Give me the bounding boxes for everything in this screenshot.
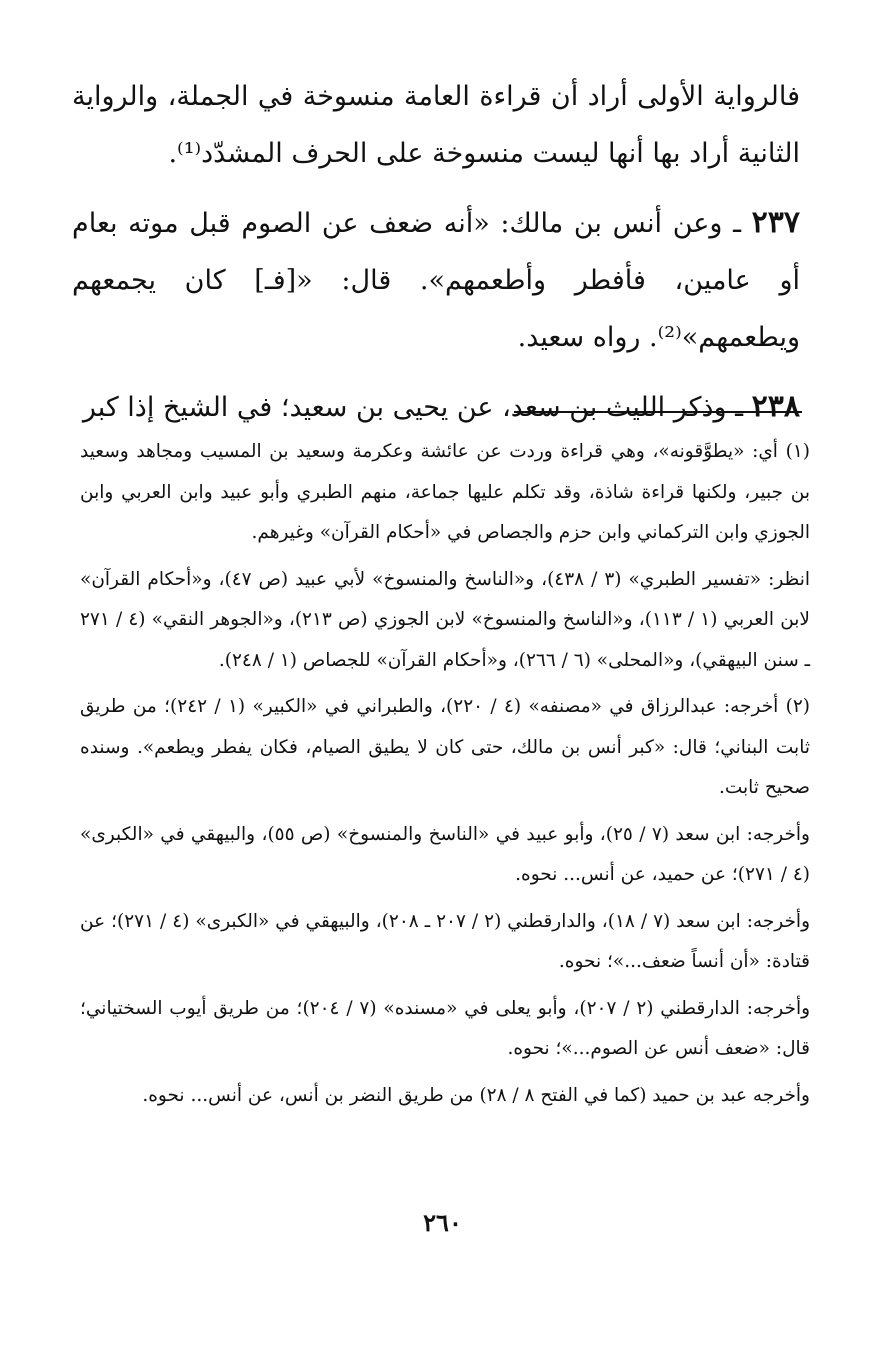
entry-number: ٢٣٨ [751,389,800,424]
entry-text: ـ وذكر الليث بن سعد، عن يحيى بن سعيد؛ في الشيخ إذا كبر [82,392,744,423]
footnote: وأخرجه عبد بن حميد (كما في الفتح ٨ / ٢٨) من طريق النضر بن أنس، عن أنس... نحوه. [142,1084,810,1106]
footnote-separator [514,411,802,413]
footnote: انظر: «تفسير الطبري» (٣ / ٤٣٨)، و«الناسخ والمنسوخ» لأبي عبيد (ص ٤٧)، و«أحكام القرآن» لابن العربي (١ / ١١٣)، و«الناسخ والمنسوخ» لابن الجوزي (ص ٢١٣)، و«الجوهر النقي» (٤ / ٢٧١ ـ سنن البيهقي)، و«المحلى» (٦ / ٢٦٦)، و«أحكام القرآن» للجصاص (١ / ٢٤٨). [80,568,810,671]
entry-text: ـ وعن أنس بن مالك: «أنه ضعف عن الصوم قبل موته بعام أو عامين، فأفطر وأطعمهم». قال: «[فـ] كان يجمعهم ويطعمهم»⁽²⁾. رواه سعيد. [72,208,800,353]
entry-237 [72,194,800,366]
entry-number: ٢٣٧ [751,205,800,240]
footnotes [80,432,810,1116]
footnote: وأخرجه: ابن سعد (٧ / ٢٥)، وأبو عبيد في «الناسخ والمنسوخ» (ص ٥٥)، والبيهقي في «الكبرى» (٤ / ٢٧١)؛ عن حميد، عن أنس... نحوه. [80,823,810,885]
footnote: (٢) أخرجه: عبدالرزاق في «مصنفه» (٤ / ٢٢٠)، والطبراني في «الكبير» (١ / ٢٤٢)؛ من طريق ثابت البناني؛ قال: «كبر أنس بن مالك، حتى كان لا يطيق الصيام، فكان يفطر ويطعم». وسنده صحيح ثابت. [80,696,810,798]
footnote: وأخرجه: ابن سعد (٧ / ١٨)، والدارقطني (٢ / ٢٠٧ ـ ٢٠٨)، والبيهقي في «الكبرى» (٤ / ٢٧١)؛ عن قتادة: «أن أنساً ضعف...»؛ نحوه. [80,910,811,972]
footnote: (١) أي: «يطوَّقونه»، وهي قراءة وردت عن عائشة وعكرمة وسعيد بن المسيب ومجاهد وسعيد بن جبير، ولكنها قراءة شاذة، وقد تكلم عليها جماعة، منهم الطبري وأبو عبيد وابن العربي وابن الجوزي وابن التركماني وابن حزم والجصاص في «أحكام القرآن» وغيرهم. [80,441,810,543]
page-number: ٢٦٠ [423,1208,462,1237]
footnote: وأخرجه: الدارقطني (٢ / ٢٠٧)، وأبو يعلى في «مسنده» (٧ / ٢٠٤)؛ من طريق أيوب السختياني؛ قال: «ضعف أنس عن الصوم...»؛ نحوه. [80,997,811,1059]
paragraph-1: فالرواية الأولى أراد أن قراءة العامة منسوخة في الجملة، والرواية الثانية أراد بها أنها ليست منسوخة على الحرف المشدّد⁽¹⁾. [72,81,800,169]
entry-238 [72,378,800,436]
main-text [72,68,800,436]
